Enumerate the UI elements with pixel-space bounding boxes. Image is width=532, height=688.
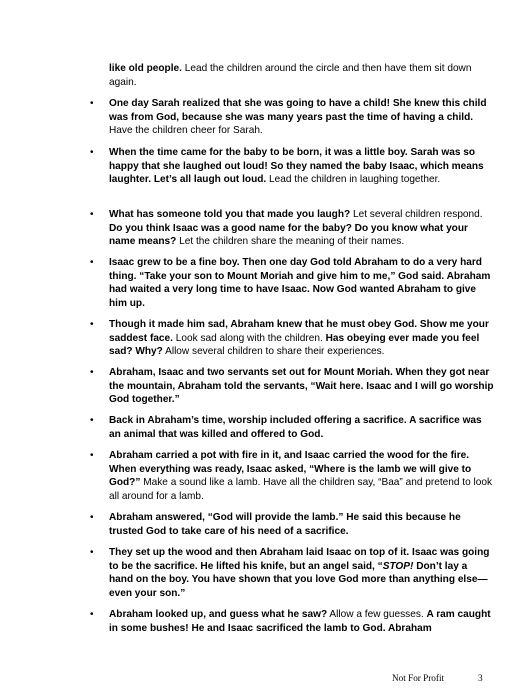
footer-text: Not For Profit	[392, 673, 445, 683]
text-run: Make a sound like a lamb. Have all the children say, “Baa” and pretend to look all around for a lamb.	[109, 477, 493, 502]
text-run: Allow several children to share their experiences.	[162, 346, 385, 358]
bold-text-run: Abraham answered, “God will provide the lamb.” He said this because he trusted God to take care of his need of a sacrifice.	[109, 512, 461, 537]
bold-text-run: STOP!	[382, 560, 414, 572]
bullet-marker: •	[90, 609, 94, 620]
page-number: 3	[478, 673, 483, 683]
bullet-marker: •	[90, 209, 94, 220]
text-run: Lead the children in laughing together.	[266, 174, 441, 186]
bold-text-run: Back in Abraham’s time, worship included offering a sacrifice. A sacrifice was an animal that was killed and offered to God.	[109, 415, 482, 440]
text-run: Have the children cheer for Sarah.	[109, 125, 263, 137]
lesson-paragraph	[109, 449, 494, 503]
bold-text-run: Isaac grew to be a fine boy. Then one day God told Abraham to do a very hard thing. “Take your son to Mount Moriah and give him to me,” God said. Abraham had waited a very long time to have Isaac. Now God wanted Abraham to give him up.	[109, 257, 491, 309]
bullet-marker: •	[90, 98, 94, 109]
text-run: Let the children share the meaning of their names.	[176, 236, 405, 248]
bold-text-run: They set up the wood and then Abraham laid Isaac on top of it. Isaac was going to be the sacrifice. He lifted his knife, but an angel said, “	[109, 547, 490, 572]
bullet-marker: •	[90, 257, 94, 268]
bullet-marker: •	[90, 450, 94, 461]
text-run: Look sad along with the children.	[172, 332, 326, 344]
lesson-paragraph	[109, 414, 494, 441]
lesson-paragraph	[109, 546, 494, 600]
lesson-paragraph	[109, 608, 494, 635]
lesson-paragraph	[109, 511, 494, 538]
bullet-marker: •	[90, 415, 94, 426]
lesson-paragraph	[109, 208, 494, 249]
bold-text-run: What has someone told you that made you laugh?	[109, 209, 351, 220]
lesson-paragraph	[109, 146, 494, 187]
bold-text-run: Don’t lay a hand on the boy. You have shown that you love God more than anything else—even your son.”	[109, 560, 488, 599]
lesson-paragraph	[109, 366, 494, 407]
bold-text-run: When the time came for the baby to be born, it was a little boy. Sarah was so happy that she laughed out loud! So they named the baby Isaac, which means laughter. Let’s all laugh out loud.	[109, 147, 484, 186]
bold-text-run: One day Sarah realized that she was going to have a child! She knew this child was from God, because she was many years past the time of having a child.	[109, 98, 487, 123]
bold-text-run: A ram caught in some bushes! He and Isaac sacrificed the lamb to God. Abraham	[109, 609, 491, 634]
text-run: Lead the children around the circle and then have them sit down again.	[109, 63, 472, 88]
bullet-marker: •	[90, 512, 94, 523]
bold-text-run: Has obeying ever made you feel sad? Why?	[109, 332, 480, 358]
text-run: Let several children respond.	[350, 209, 483, 220]
lesson-paragraph	[109, 62, 494, 89]
bold-text-run: Abraham carried a pot with fire in it, and Isaac carried the wood for the fire. When everything was ready, Isaac asked, “Where is the lamb we will give to God?”	[109, 450, 472, 489]
bullet-marker: •	[90, 367, 94, 378]
bold-text-run: Abraham, Isaac and two servants set out for Mount Moriah. When they got near the mountain, Abraham told the servants, “Wait here. Isaac and I will go worship God together.”	[109, 367, 494, 406]
bullet-marker: •	[90, 319, 94, 330]
lesson-paragraph	[109, 318, 494, 359]
bold-text-run: like old people.	[109, 63, 182, 74]
bullet-marker: •	[90, 547, 94, 558]
bold-text-run: Abraham looked up, and guess what he saw?	[109, 609, 328, 620]
lesson-paragraph	[109, 256, 494, 310]
text-run: Allow a few guesses.	[327, 609, 427, 620]
lesson-paragraph	[109, 97, 494, 138]
bullet-marker: •	[90, 147, 94, 158]
bold-text-run: Do you think Isaac was a good name for the baby? Do you know what your name means?	[109, 222, 468, 248]
bold-text-run: Though it made him sad, Abraham knew that he must obey God. Show me your saddest face.	[109, 319, 489, 344]
